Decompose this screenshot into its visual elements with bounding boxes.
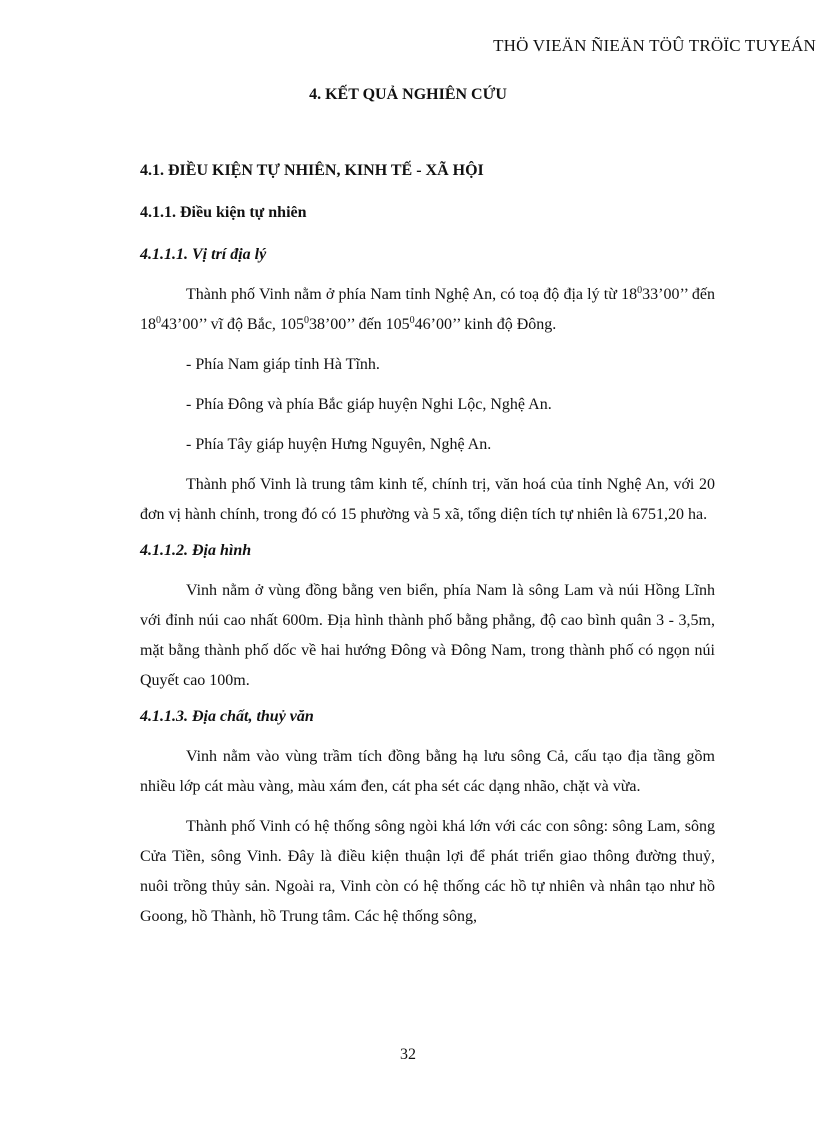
subsection-heading-location: 4.1.1.1. Vị trí địa lý [140,246,267,263]
list-item: - Phía Nam giáp tỉnh Hà Tĩnh. [186,356,380,373]
section-heading-4-1: 4.1. ĐIỀU KIỆN TỰ NHIÊN, KINH TẾ - XÃ HỘI [140,162,484,179]
coord-text: 46’00’’ kinh độ Đông. [414,316,557,333]
page-number: 32 [400,1046,416,1063]
coord-text: 18 [621,286,638,303]
paragraph-hydrology: Thành phố Vinh có hệ thống sông ngòi khá lớn với các con sông: sông Lam, sông Cửa Tiền, sông Vinh. Đây là điều kiện thuận lợi để phát triển giao thông đường thuỷ, nuôi trồng thủy sản. Ngoài ra, Vinh còn có hệ thống các hồ tự nhiên và nhân tạo như hồ Goong, hồ Thành, hồ Trung tâm. Các hệ thống sông, [140,818,715,925]
paragraph-coordinates [140,280,715,340]
section-heading-4-1-1: 4.1.1. Điều kiện tự nhiên [140,204,307,221]
degree-sup: 0 [409,315,415,326]
chapter-title: 4. KẾT QUẢ NGHIÊN CỨU [309,86,507,103]
degree-sup: 0 [637,285,643,296]
degree-sup: 0 [303,315,309,326]
subsection-heading-geology-hydrology: 4.1.1.3. Địa chất, thuỷ văn [140,708,314,725]
list-item: - Phía Đông và phía Bắc giáp huyện Nghi Lộc, Nghệ An. [186,396,552,413]
paragraph-geology: Vinh nằm vào vùng trầm tích đồng bằng hạ lưu sông Cả, cấu tạo địa tầng gồm nhiều lớp cát màu vàng, màu xám đen, cát pha sét các dạng nhão, chặt và vừa. [140,748,715,795]
coord-text: 33’00’’ đến [642,286,715,303]
coord-text: 43’00’’ vĩ độ Bắc, [161,316,280,333]
coord-text: 105 [279,316,304,333]
degree-sup: 0 [156,315,161,326]
coord-text: 38’00’’ đến [308,316,386,333]
subsection-heading-terrain: 4.1.1.2. Địa hình [140,542,252,559]
paragraph-terrain: Vinh nằm ở vùng đồng bằng ven biển, phía Nam là sông Lam và núi Hồng Lĩnh với đỉnh núi cao nhất 600m. Địa hình thành phố bằng phẳng, độ cao bình quân 3 - 3,5m, mặt bằng thành phố dốc về hai hướng Đông và Đông Nam, trong thành phố có ngọn núi Quyết cao 100m. [140,582,715,689]
paragraph-administration: Thành phố Vinh là trung tâm kinh tế, chính trị, văn hoá của tỉnh Nghệ An, với 20 đơn vị hành chính, trong đó có 15 phường và 5 xã, tổng diện tích tự nhiên là 6751,20 ha. [140,476,715,523]
coord-text: 18 [140,316,156,333]
coord-text: 105 [385,316,410,333]
watermark-header: THÖ VIEÄN ÑIEÄN TÖÛ TRÖÏC TUYEÁN [493,36,816,55]
page-content [140,160,715,942]
coord-text: Thành phố Vinh nằm ở phía Nam tỉnh Nghệ An, có toạ độ địa lý từ [186,286,622,303]
list-item: - Phía Tây giáp huyện Hưng Nguyên, Nghệ An. [186,436,492,453]
